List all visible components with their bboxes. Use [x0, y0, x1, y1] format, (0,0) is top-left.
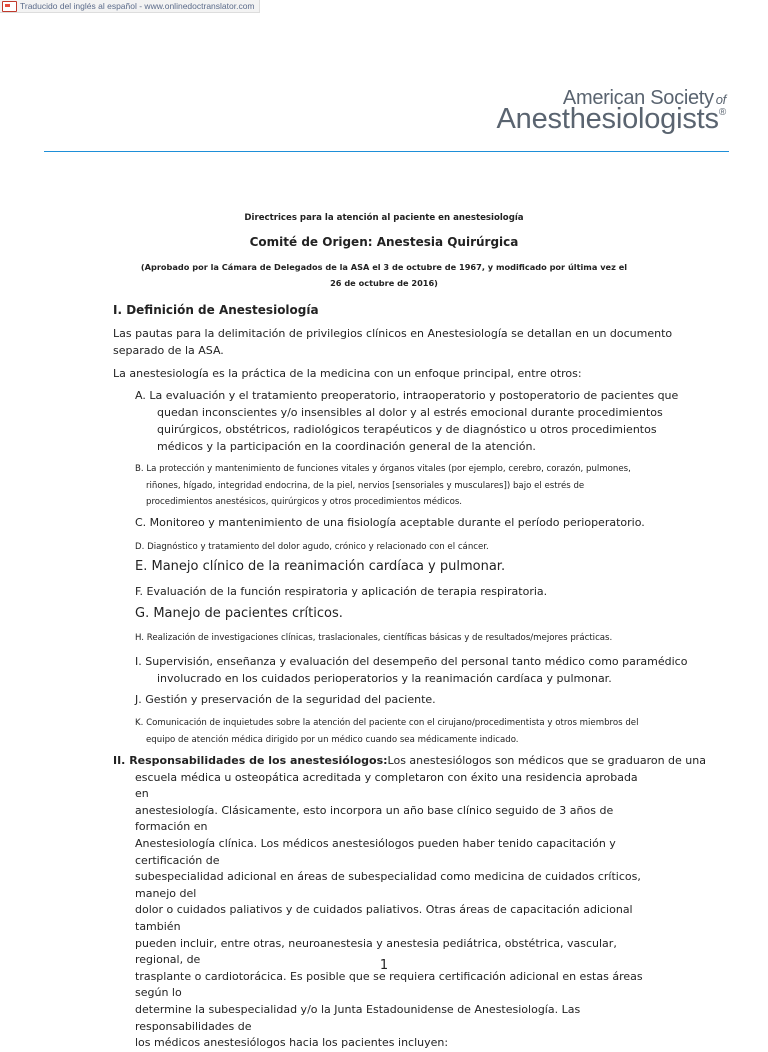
list-item-c: C. Monitoreo y mantenimiento de una fisiología aceptable durante el período perioperatorio. [135, 516, 645, 529]
translator-link[interactable]: Traducido del inglés al español - www.onlinedoctranslator.com [20, 1, 255, 11]
paragraph-line: Los anestesiólogos son médicos que se graduaron de una [387, 754, 706, 767]
list-item-line: A. La evaluación y el tratamiento preoperatorio, intraoperatorio y postoperatorio de pacientes que [135, 389, 679, 402]
list-item-f: F. Evaluación de la función respiratoria y aplicación de terapia respiratoria. [135, 585, 548, 598]
paragraph-focus: La anestesiología es la práctica de la medicina con un enfoque principal, entre otros: [113, 367, 582, 380]
paragraph-line: determine la subespecialidad y/o la Junta Estadounidense de Anestesiología. Las responsabilidades de [135, 1002, 581, 1033]
list-item-g: G. Manejo de pacientes críticos. [135, 606, 343, 621]
approval-note-line1: (Aprobado por la Cámara de Delegados de la ASA el 3 de octubre de 1967, y modificado por última vez el [140, 262, 628, 272]
paragraph-line: subespecialidad adicional en áreas de subespecialidad como medicina de cuidados críticos, manejo del [135, 870, 641, 900]
list-item-b [135, 461, 631, 511]
page-number: 1 [379, 958, 389, 973]
registered-mark: ® [718, 107, 726, 118]
list-item-line: B. La protección y mantenimiento de funciones vitales y órganos vitales (por ejemplo, cerebro, corazón, pulmones, [135, 464, 631, 474]
paragraph-line: anestesiología. Clásicamente, esto incorpora un año base clínico seguido de 3 años de formación en [135, 803, 614, 834]
list-item-line: procedimientos anestésicos, quirúrgicos y otros procedimientos médicos. [146, 497, 463, 507]
list-item-d: D. Diagnóstico y tratamiento del dolor agudo, crónico y relacionado con el cáncer. [135, 542, 489, 552]
paragraph-line: dolor o cuidados paliativos y de cuidados paliativos. Otras áreas de capacitación adicional también [135, 903, 633, 933]
committee-title: Comité de Origen: Anestesia Quirúrgica [249, 235, 519, 249]
list-item-line: quedan inconscientes y/o insensibles al dolor y al estrés emocional durante procedimientos [157, 406, 663, 419]
header-divider [44, 151, 729, 152]
logo-line2-text: Anesthesiologists [496, 103, 719, 135]
list-item-line: médicos y la participación en la coordinación general de la atención. [157, 440, 536, 453]
list-item-line: riñones, hígado, integridad endocrina, de la piel, nervios [sensoriales y musculares]) bajo el estrés de [146, 480, 585, 491]
list-item-line: K. Comunicación de inquietudes sobre la atención del paciente con el cirujano/procedimentista y otros miembros del [135, 718, 639, 728]
paragraph-line: separado de la ASA. [113, 344, 224, 357]
paragraph-line: Anestesiología clínica. Los médicos anestesiólogos pueden haber tenido capacitación y certificación de [135, 836, 616, 867]
logo-of: of [715, 92, 726, 107]
logo-line2 [497, 103, 726, 136]
list-item-k [135, 715, 638, 748]
translator-banner [0, 0, 260, 13]
paragraph-line: pueden incluir, entre otras, neuroanestesia y anestesia pediátrica, obstétrica, vascular, regional, de [135, 936, 617, 967]
paragraph-line: escuela médica u osteopática acreditada y completaron con éxito una residencia aprobada en [135, 770, 638, 801]
paragraph-line: los médicos anestesiólogos hacia los pacientes incluyen: [135, 1036, 449, 1050]
list-item-a [135, 387, 678, 455]
logo-line1-text: American Society [562, 87, 714, 109]
paragraph-intro [113, 325, 672, 359]
list-item-e: E. Manejo clínico de la reanimación cardíaca y pulmonar. [135, 559, 506, 574]
list-item-line: equipo de atención médica dirigido por un médico cuando sea médicamente indicado. [146, 734, 519, 745]
section-heading-definition: I. Definición de Anestesiología [113, 303, 319, 317]
paragraph-line: Las pautas para la delimitación de privilegios clínicos en Anestesiología se detallan en un documento [113, 327, 673, 340]
list-item-h: H. Realización de investigaciones clínicas, traslacionales, científicas básicas y de resultados/mejores prácticas. [135, 633, 613, 643]
list-item-line: quirúrgicos, obstétricos, radiológicos terapéuticos y de diagnóstico u otros procedimientos [157, 423, 657, 436]
list-item-i [135, 653, 687, 687]
list-item-j: J. Gestión y preservación de la seguridad del paciente. [135, 693, 436, 706]
list-item-line: involucrado en los cuidados perioperatorios y la reanimación cardíaca y pulmonar. [157, 672, 612, 685]
document-title: Directrices para la atención al paciente en anestesiología [244, 213, 524, 223]
approval-note-line2: 26 de octubre de 2016) [330, 278, 438, 288]
section-heading-responsibilities: II. Responsabilidades de los anestesiólogos: [113, 754, 388, 767]
paragraph-line: trasplante o cardiotorácica. Es posible que se requiera certificación adicional en estas áreas según lo [135, 969, 643, 1000]
list-item-line: I. Supervisión, enseñanza y evaluación del desempeño del personal tanto médico como paramédico [135, 655, 688, 668]
section-responsibilities [113, 753, 706, 1052]
translate-icon [2, 1, 17, 12]
